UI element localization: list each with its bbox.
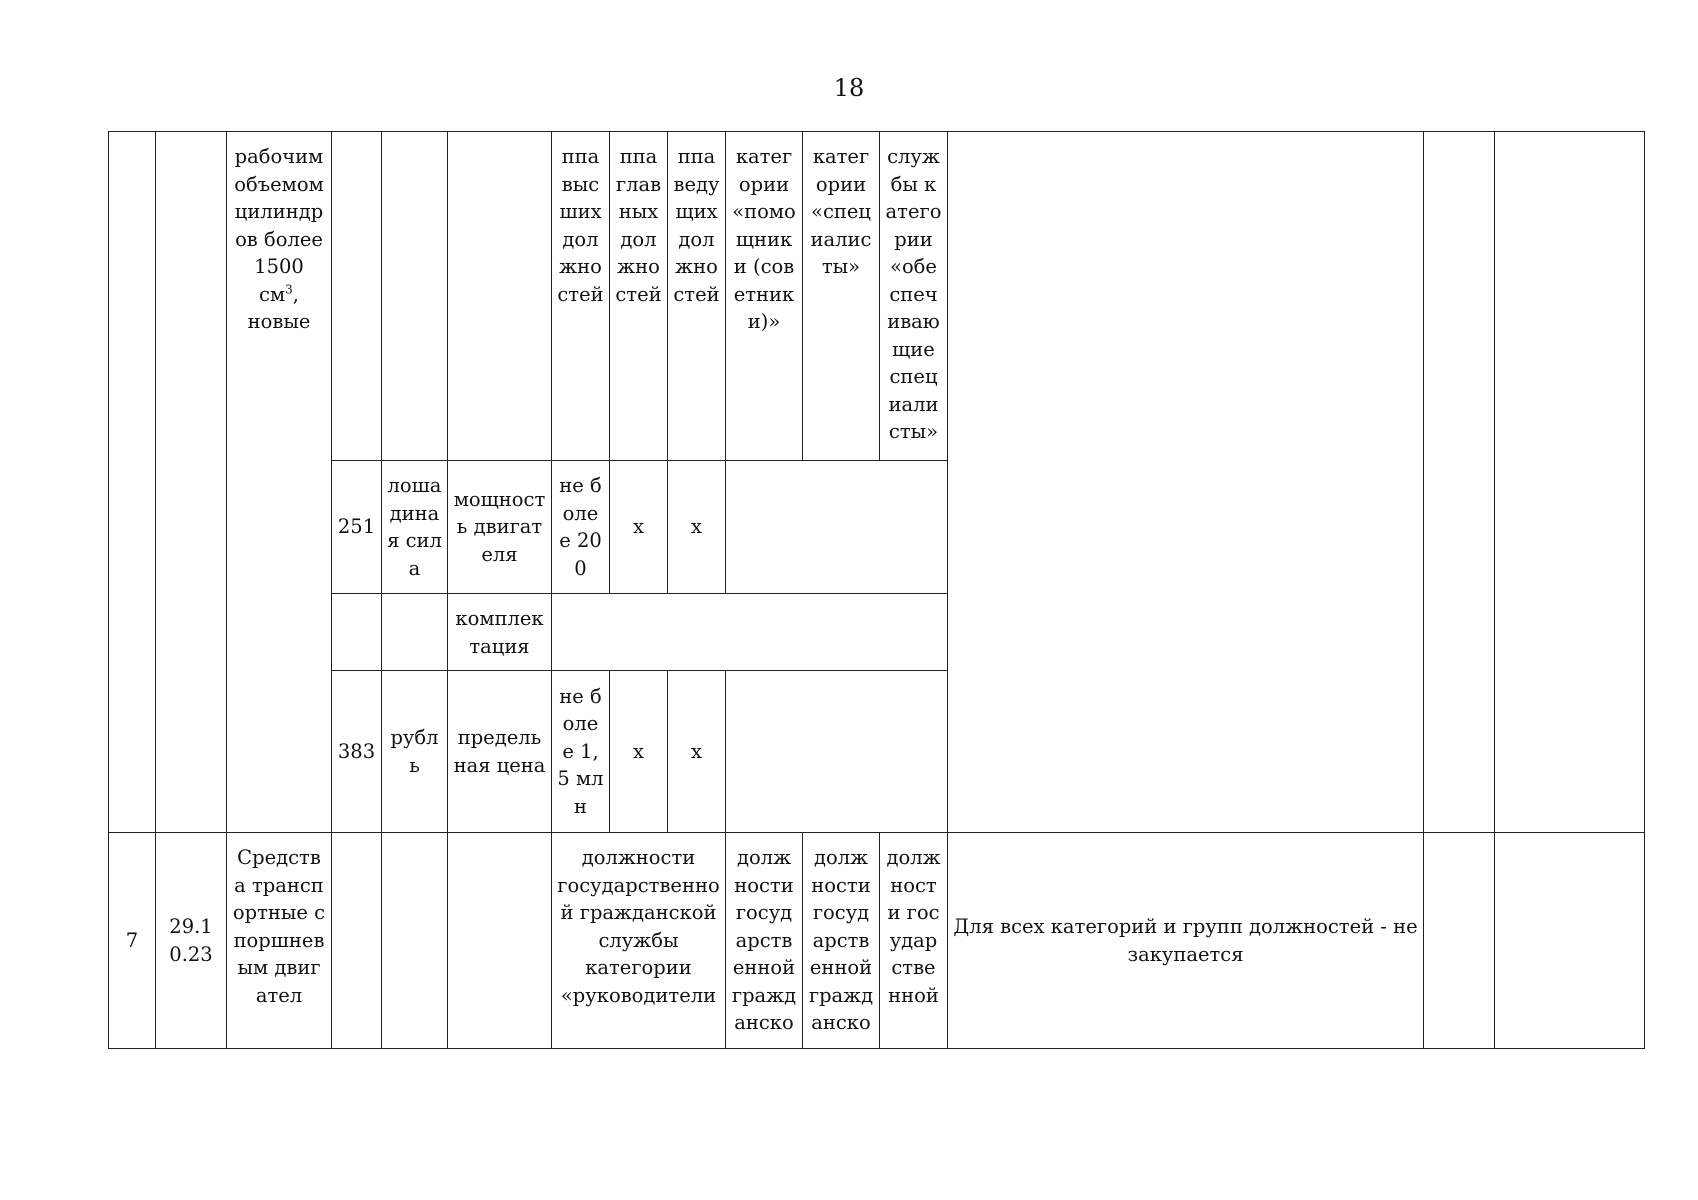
cell-item-name: рабочим объемом цилиндров более 1500 $см^3$, новые (227, 132, 332, 833)
cell-value: не более 200 (552, 461, 610, 594)
cell-extra-empty (1424, 132, 1495, 833)
cell-group-header: должности государственной гражданско (803, 833, 880, 1049)
cell-group-header: должности государственной (880, 833, 948, 1049)
cell-group-header: ппа ведущих должностей (668, 132, 726, 461)
cell-group-header: ппа главных должностей (610, 132, 668, 461)
cell-unit-empty (382, 594, 448, 671)
cell-okpd-empty (156, 132, 227, 833)
cell-unit-empty (382, 132, 448, 461)
cell-code-empty (332, 594, 382, 671)
table-row (109, 132, 1645, 461)
cell-characteristic: комплектация (448, 594, 552, 671)
cell-group-header: должности государственной гражданско (726, 833, 803, 1049)
cell-note: Для всех категорий и групп должностей - не закупается (948, 833, 1424, 1049)
cell-characteristic: мощность двигателя (448, 461, 552, 594)
table-row (109, 833, 1645, 1049)
cell-unit: рубль (382, 671, 448, 833)
cell-characteristic-empty (448, 132, 552, 461)
cell-extra-empty (1495, 132, 1645, 833)
cell-item-name: Средства транспортные с поршневым двигател (227, 833, 332, 1049)
cell-extra-empty (1424, 833, 1495, 1049)
cell-code-empty (332, 833, 382, 1049)
cell-number-empty (109, 132, 156, 833)
cell-code-empty (332, 132, 382, 461)
cell-okpd: 29.10.23 (156, 833, 227, 1049)
cell-code: 251 (332, 461, 382, 594)
requirements-table (108, 131, 1645, 1049)
cell-value: x (668, 671, 726, 833)
cell-value: x (610, 461, 668, 594)
cell-unit-empty (382, 833, 448, 1049)
cell-value: x (610, 671, 668, 833)
cell-number: 7 (109, 833, 156, 1049)
cell-value: x (668, 461, 726, 594)
cell-unit: лошадиная сила (382, 461, 448, 594)
cell-group-header: категории «специалисты» (803, 132, 880, 461)
cell-extra-empty (1495, 833, 1645, 1049)
cell-group-header: должности государственной гражданской службы категории «руководители (552, 833, 726, 1049)
page-number: 18 (833, 74, 865, 102)
cell-value: не более 1,5 млн (552, 671, 610, 833)
cell-characteristic: предельная цена (448, 671, 552, 833)
cell-value-empty (726, 671, 948, 833)
cell-code: 383 (332, 671, 382, 833)
cell-value-empty (726, 461, 948, 594)
cell-characteristic-empty (448, 833, 552, 1049)
cell-note-empty (948, 132, 1424, 833)
cell-group-header: категории «помощники (советники)» (726, 132, 803, 461)
cell-value-empty (552, 594, 948, 671)
cell-group-header: ппа высших должностей (552, 132, 610, 461)
cell-group-header: службы категории «обеспечивающие специалисты» (880, 132, 948, 461)
